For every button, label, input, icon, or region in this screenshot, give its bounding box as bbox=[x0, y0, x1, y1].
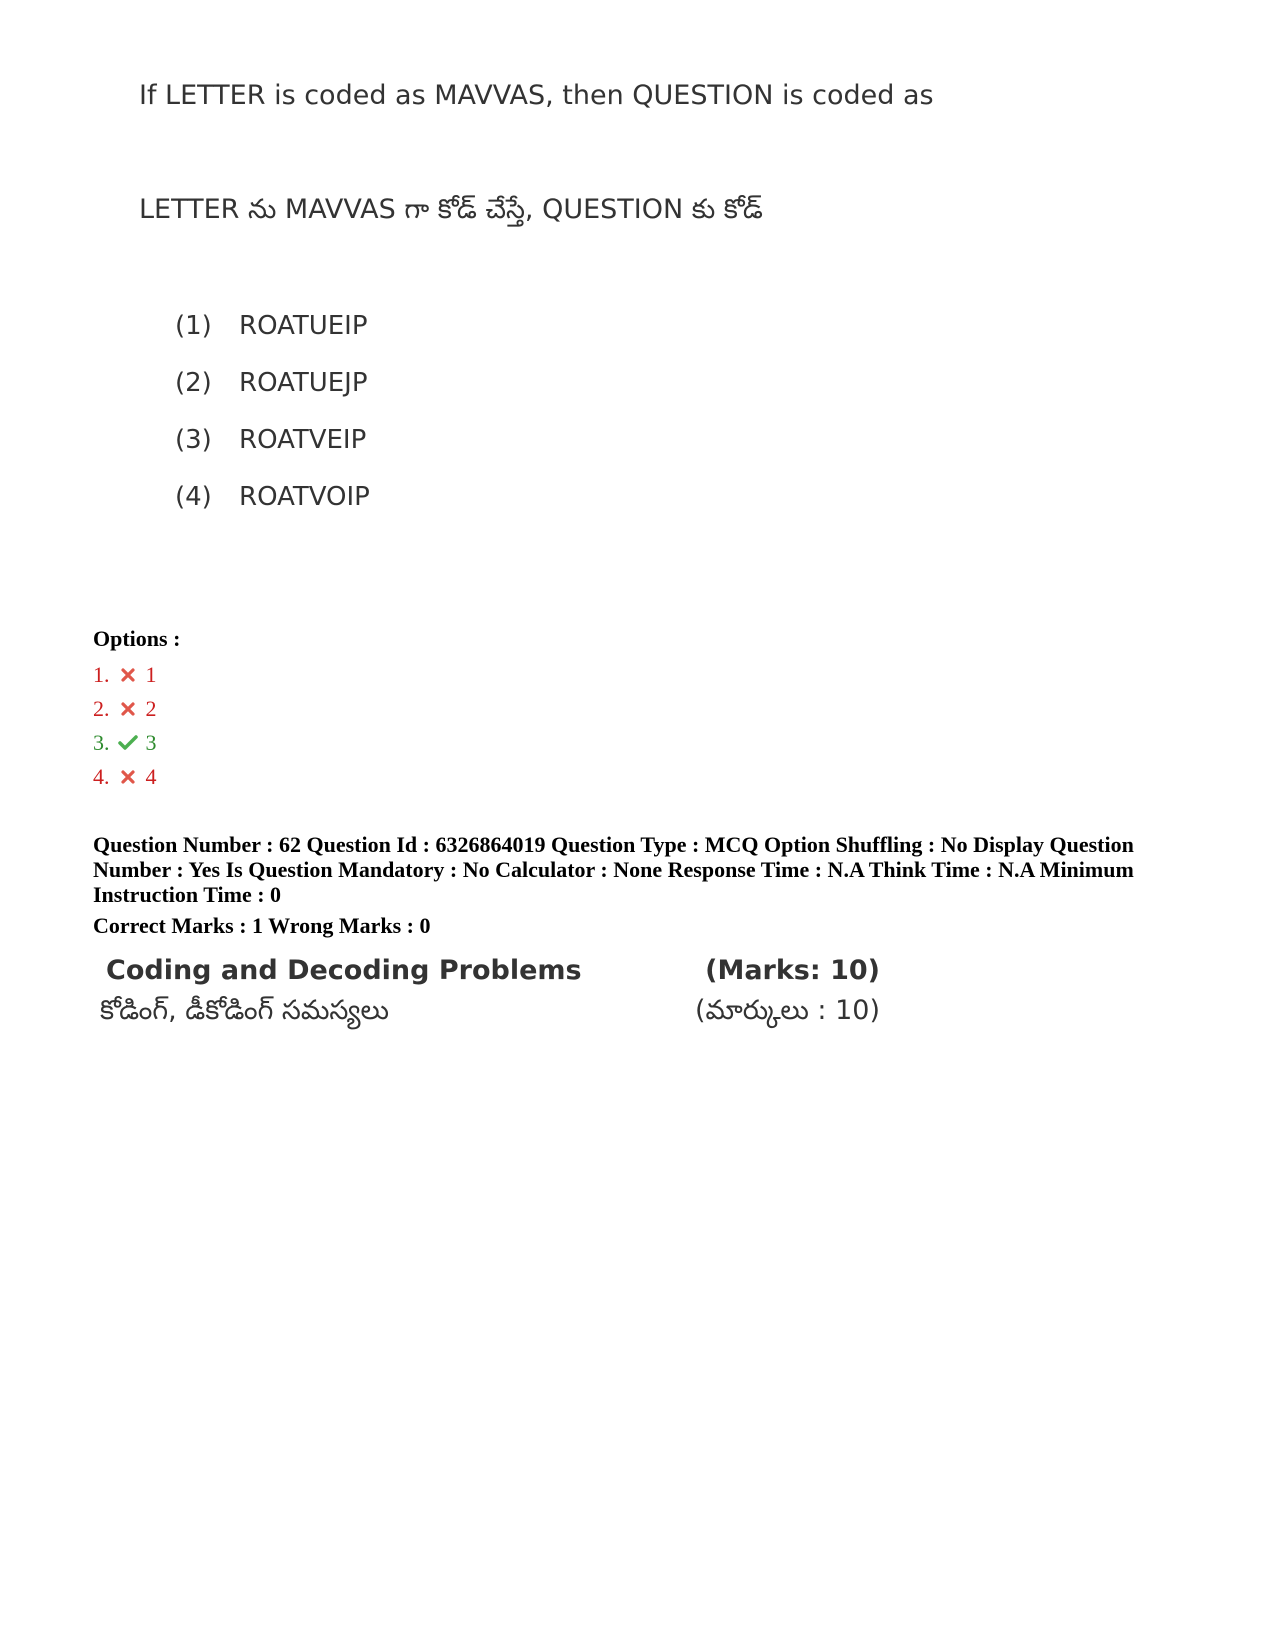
option-value: 1 bbox=[145, 662, 157, 687]
choice-number: (2) bbox=[175, 368, 212, 398]
option-item bbox=[93, 726, 157, 760]
option-index: 3. bbox=[93, 730, 110, 755]
section-title-telugu: కోడింగ్, డీకోడింగ్ సమస్యలు bbox=[100, 995, 389, 1026]
option-index: 1. bbox=[93, 662, 110, 687]
question-metadata: Question Number : 62 Question Id : 6326864019 Question Type : MCQ Option Shuffling : No Display Question Number : Yes Is Question Mandatory : No Calculator : None Response Time : N.A Think Time : N.A Minimum Instruction Time : 0 bbox=[93, 832, 1134, 907]
choice-text: ROATVEIP bbox=[239, 425, 367, 455]
answer-choice bbox=[175, 311, 370, 368]
answer-choice bbox=[175, 425, 370, 482]
choice-text: ROATUEJP bbox=[239, 368, 368, 398]
answer-choice bbox=[175, 482, 370, 539]
option-index: 4. bbox=[93, 764, 110, 789]
options-heading: Options : bbox=[93, 626, 181, 651]
option-value: 2 bbox=[145, 696, 157, 721]
question-text-english: If LETTER is coded as MAVVAS, then QUESTION is coded as bbox=[139, 80, 934, 111]
marks-info: Correct Marks : 1 Wrong Marks : 0 bbox=[93, 913, 431, 938]
choice-number: (1) bbox=[175, 311, 212, 341]
cross-icon bbox=[116, 668, 140, 682]
section-marks-english: (Marks: 10) bbox=[705, 955, 880, 986]
check-icon bbox=[116, 735, 140, 751]
answer-choices bbox=[175, 311, 370, 539]
section-title-english: Coding and Decoding Problems bbox=[106, 955, 582, 986]
option-item bbox=[93, 658, 157, 692]
options-list bbox=[93, 658, 157, 794]
option-value: 4 bbox=[145, 764, 157, 789]
answer-choice bbox=[175, 368, 370, 425]
choice-number: (3) bbox=[175, 425, 212, 455]
option-item bbox=[93, 760, 157, 794]
choice-text: ROATVOIP bbox=[239, 482, 370, 512]
section-marks-telugu: (మార్కులు : 10) bbox=[695, 995, 880, 1026]
cross-icon bbox=[116, 702, 140, 716]
option-item bbox=[93, 692, 157, 726]
question-text-telugu: LETTER ను MAVVAS గా కోడ్ చేస్తే, QUESTION కు కోడ్ bbox=[139, 194, 763, 225]
option-index: 2. bbox=[93, 696, 110, 721]
cross-icon bbox=[116, 770, 140, 784]
option-value: 3 bbox=[145, 730, 157, 755]
choice-number: (4) bbox=[175, 482, 212, 512]
choice-text: ROATUEIP bbox=[239, 311, 368, 341]
section-header bbox=[100, 955, 880, 1045]
